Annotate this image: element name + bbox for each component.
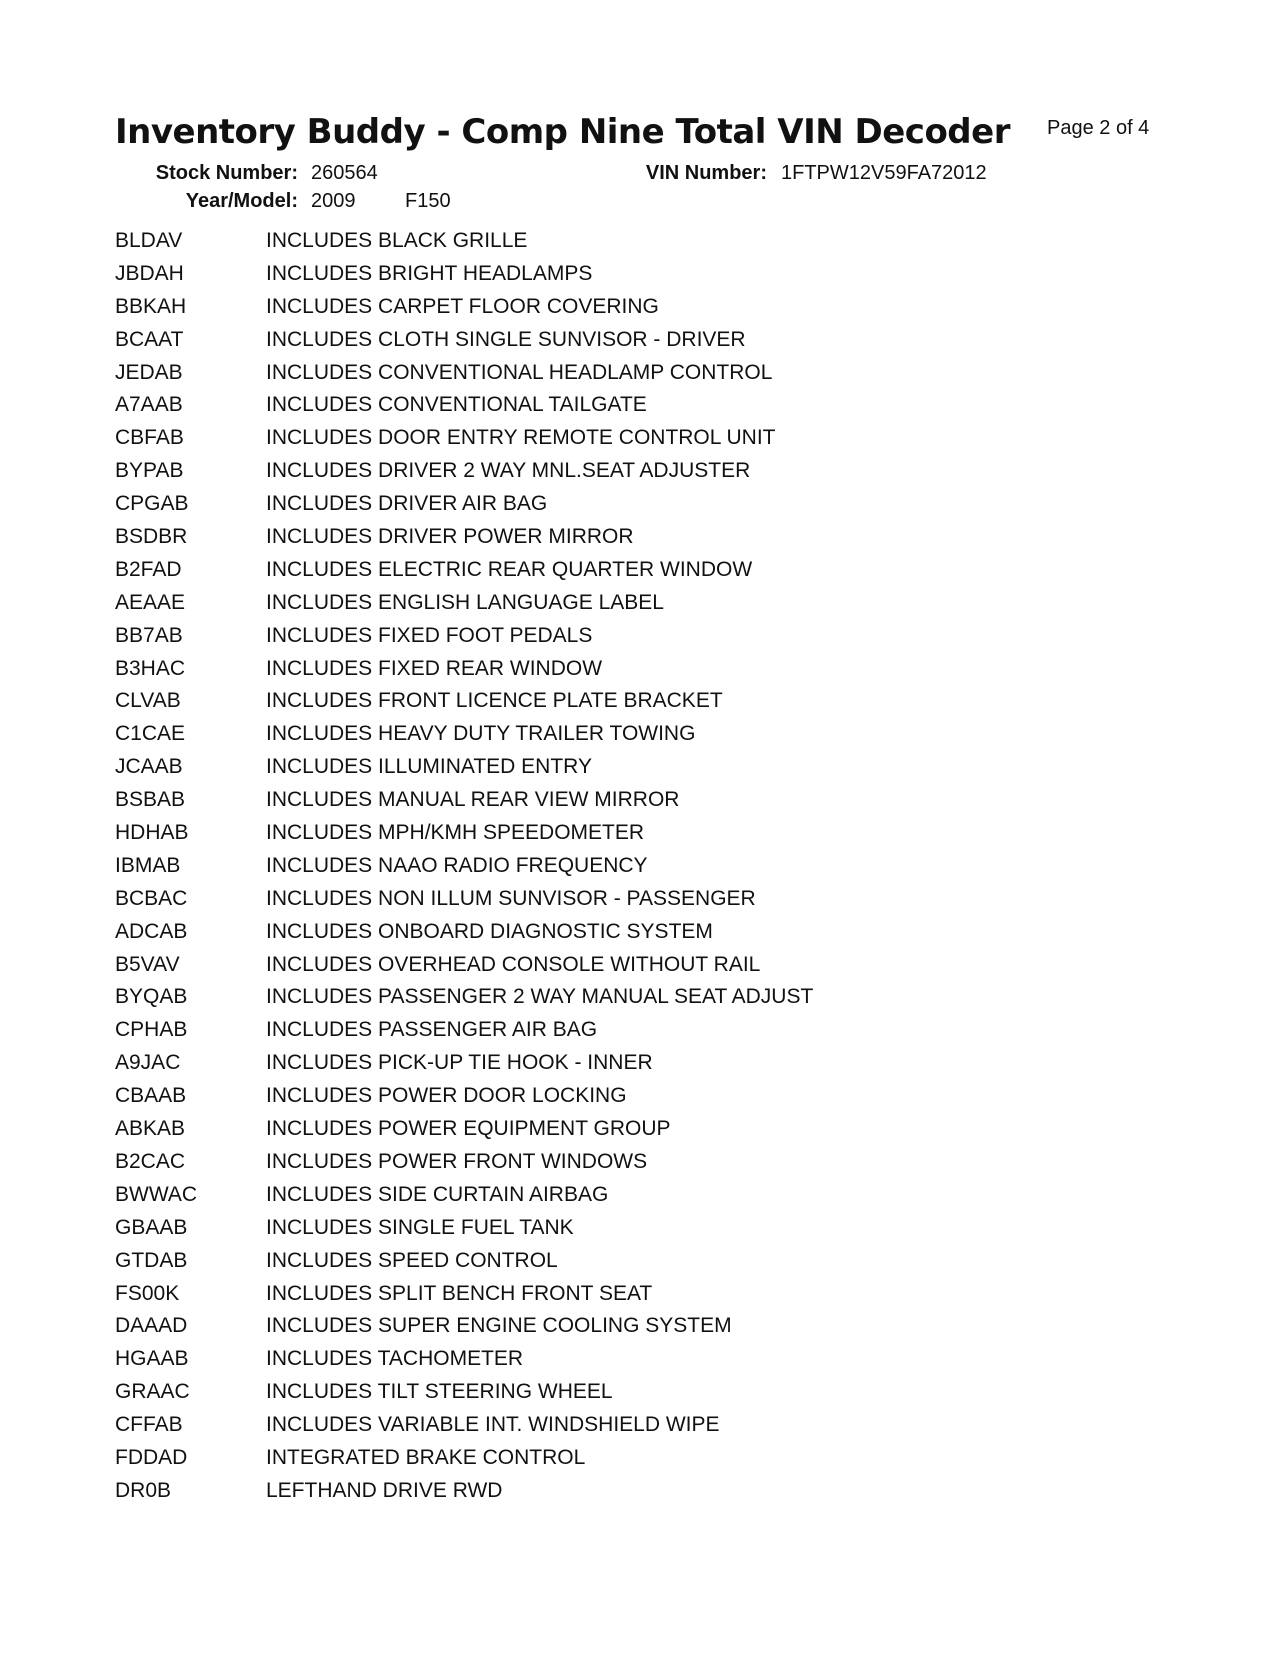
option-description: INCLUDES MANUAL REAR VIEW MIRROR (266, 788, 680, 812)
option-row (115, 328, 813, 361)
option-code: DR0B (115, 1478, 172, 1502)
option-row (115, 1216, 813, 1249)
vin-number-label: VIN Number: (645, 162, 767, 184)
option-description: INCLUDES PASSENGER AIR BAG (266, 1018, 598, 1042)
stock-number-label: Stock Number: (155, 162, 298, 184)
option-code: CFFAB (115, 1413, 183, 1437)
option-row (115, 1413, 813, 1446)
option-description: INCLUDES SPEED CONTROL (266, 1248, 558, 1272)
option-description: INCLUDES POWER EQUIPMENT GROUP (266, 1117, 671, 1141)
option-description: INCLUDES DRIVER POWER MIRROR (266, 525, 634, 549)
option-code: C1CAE (115, 722, 186, 746)
document-title: Inventory Buddy - Comp Nine Total VIN Decoder (115, 112, 1010, 152)
option-description: INCLUDES HEAVY DUTY TRAILER TOWING (266, 722, 696, 746)
option-code: AEAAE (115, 590, 186, 614)
option-row (115, 755, 813, 788)
option-row (115, 492, 813, 525)
option-row (115, 525, 813, 558)
option-row (115, 1380, 813, 1413)
option-code: B2CAC (115, 1149, 186, 1173)
option-row (115, 953, 813, 986)
option-description: INCLUDES NAAO RADIO FREQUENCY (266, 853, 648, 877)
option-row (115, 1282, 813, 1315)
option-code: JEDAB (115, 360, 183, 384)
option-description: INCLUDES PASSENGER 2 WAY MANUAL SEAT ADJUST (266, 985, 814, 1009)
option-code: ADCAB (115, 919, 188, 943)
option-code: GTDAB (115, 1248, 188, 1272)
option-description: LEFTHAND DRIVE RWD (266, 1478, 503, 1502)
option-description: INCLUDES ONBOARD DIAGNOSTIC SYSTEM (266, 919, 713, 943)
option-row (115, 262, 813, 295)
option-code: ABKAB (115, 1117, 186, 1141)
option-row (115, 1347, 813, 1380)
option-description: INCLUDES ILLUMINATED ENTRY (266, 755, 592, 779)
option-row (115, 295, 813, 328)
option-code: IBMAB (115, 853, 181, 877)
option-code: BSBAB (115, 788, 186, 812)
option-row (115, 1150, 813, 1183)
option-row (115, 1084, 813, 1117)
option-row (115, 459, 813, 492)
option-row (115, 1446, 813, 1479)
option-description: INCLUDES CONVENTIONAL HEADLAMP CONTROL (266, 360, 773, 384)
option-description: INCLUDES NON ILLUM SUNVISOR - PASSENGER (266, 886, 756, 910)
option-description: INCLUDES CARPET FLOOR COVERING (266, 294, 659, 318)
option-description: INCLUDES DOOR ENTRY REMOTE CONTROL UNIT (266, 426, 776, 450)
option-description: INCLUDES FIXED FOOT PEDALS (266, 623, 593, 647)
option-description: INCLUDES SUPER ENGINE COOLING SYSTEM (266, 1314, 732, 1338)
option-code: CLVAB (115, 689, 181, 713)
option-code: BLDAV (115, 229, 183, 252)
option-row (115, 887, 813, 920)
option-code: BBKAH (115, 294, 187, 318)
option-code: HDHAB (115, 821, 189, 845)
option-code: CPHAB (115, 1018, 188, 1042)
option-code: FDDAD (115, 1445, 188, 1469)
option-description: INCLUDES ELECTRIC REAR QUARTER WINDOW (266, 557, 753, 581)
option-description: INCLUDES BLACK GRILLE (266, 229, 528, 252)
year-value: 2009 (311, 190, 356, 212)
option-description: INCLUDES SINGLE FUEL TANK (266, 1215, 574, 1239)
option-description: INCLUDES FIXED REAR WINDOW (266, 656, 603, 680)
option-row (115, 361, 813, 394)
option-code: B3HAC (115, 656, 186, 680)
option-code: JCAAB (115, 755, 183, 779)
option-description: INCLUDES TILT STEERING WHEEL (266, 1380, 613, 1404)
page-number: Page 2 of 4 (1047, 117, 1150, 139)
option-description: INTEGRATED BRAKE CONTROL (266, 1445, 586, 1469)
option-code: DAAAD (115, 1314, 188, 1338)
option-description: INCLUDES SPLIT BENCH FRONT SEAT (266, 1281, 653, 1305)
option-row (115, 657, 813, 690)
option-code: BYPAB (115, 459, 184, 483)
option-row (115, 788, 813, 821)
option-row (115, 1183, 813, 1216)
model-value: F150 (405, 190, 451, 212)
option-row (115, 920, 813, 953)
option-code: A9JAC (115, 1051, 181, 1075)
option-description: INCLUDES SIDE CURTAIN AIRBAG (266, 1182, 609, 1206)
option-description: INCLUDES DRIVER AIR BAG (266, 492, 548, 516)
option-description: INCLUDES CONVENTIONAL TAILGATE (266, 393, 647, 417)
option-row (115, 1018, 813, 1051)
option-code: JBDAH (115, 261, 184, 285)
option-code: BCAAT (115, 327, 184, 351)
option-description: INCLUDES FRONT LICENCE PLATE BRACKET (266, 689, 723, 713)
option-code: B2FAD (115, 557, 182, 581)
option-description: INCLUDES CLOTH SINGLE SUNVISOR - DRIVER (266, 327, 746, 351)
option-description: INCLUDES PICK-UP TIE HOOK - INNER (266, 1051, 653, 1075)
option-description: INCLUDES ENGLISH LANGUAGE LABEL (266, 590, 664, 614)
option-row (115, 985, 813, 1018)
option-description: INCLUDES BRIGHT HEADLAMPS (266, 261, 593, 285)
option-description: INCLUDES POWER FRONT WINDOWS (266, 1149, 648, 1173)
option-code: BYQAB (115, 985, 188, 1009)
option-code: GBAAB (115, 1215, 188, 1239)
option-row (115, 393, 813, 426)
option-row (115, 722, 813, 755)
option-description: INCLUDES TACHOMETER (266, 1347, 524, 1371)
option-row (115, 821, 813, 854)
option-code: BWWAC (115, 1182, 198, 1206)
option-code: CBAAB (115, 1084, 187, 1108)
option-row (115, 591, 813, 624)
option-row (115, 854, 813, 887)
option-code: GRAAC (115, 1380, 190, 1404)
year-model-label: Year/Model: (185, 190, 298, 212)
option-description: INCLUDES POWER DOOR LOCKING (266, 1084, 627, 1108)
vin-number-value: 1FTPW12V59FA72012 (781, 162, 987, 184)
option-code: A7AAB (115, 393, 183, 417)
stock-number-value: 260564 (311, 162, 378, 184)
option-row (115, 426, 813, 459)
option-row (115, 1117, 813, 1150)
option-row (115, 1249, 813, 1282)
option-code: CPGAB (115, 492, 189, 516)
option-description: INCLUDES DRIVER 2 WAY MNL.SEAT ADJUSTER (266, 459, 751, 483)
option-code: HGAAB (115, 1347, 189, 1371)
option-code: CBFAB (115, 426, 184, 450)
option-code: BSDBR (115, 525, 188, 549)
option-row (115, 689, 813, 722)
option-row (115, 1479, 813, 1512)
option-description: INCLUDES MPH/KMH SPEEDOMETER (266, 821, 645, 845)
option-row (115, 1314, 813, 1347)
option-code: FS00K (115, 1281, 180, 1305)
option-code: BCBAC (115, 886, 188, 910)
option-description: INCLUDES VARIABLE INT. WINDSHIELD WIPE (266, 1413, 720, 1437)
option-code: B5VAV (115, 952, 180, 976)
option-row (115, 1051, 813, 1084)
option-row (115, 558, 813, 591)
option-row (115, 229, 813, 262)
option-code: BB7AB (115, 623, 183, 647)
option-description: INCLUDES OVERHEAD CONSOLE WITHOUT RAIL (266, 952, 761, 976)
option-row (115, 624, 813, 657)
option-code-list (115, 229, 813, 1512)
